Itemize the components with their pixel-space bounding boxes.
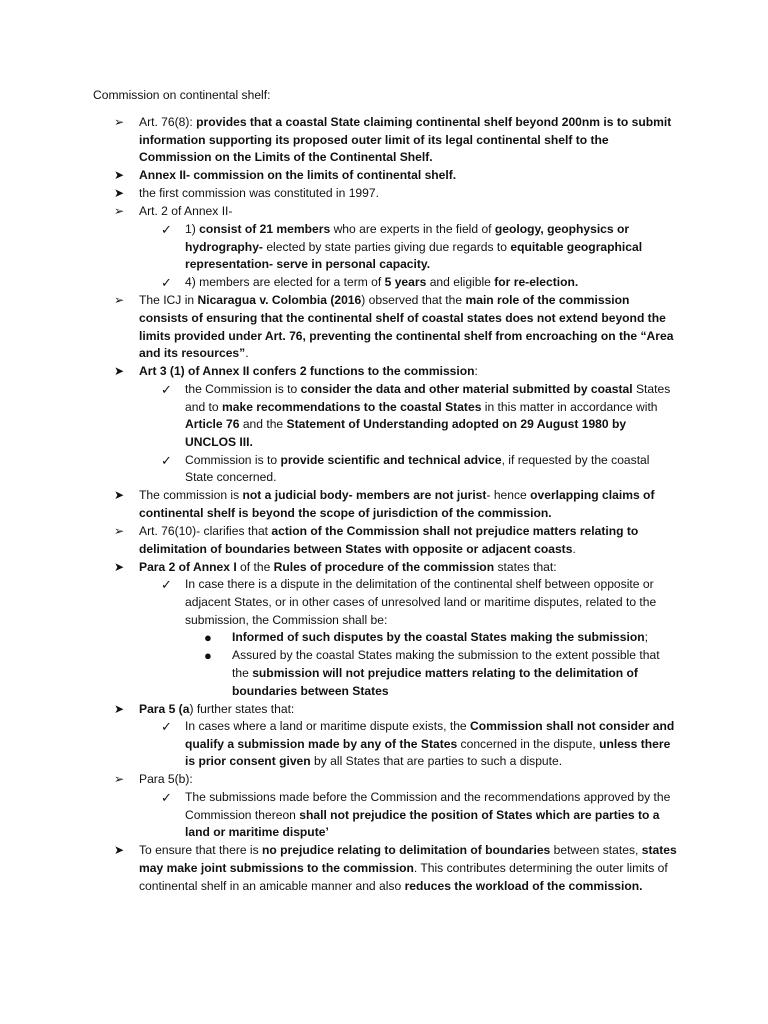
sub-list bbox=[139, 381, 679, 487]
arrow-bullet-icon: ➢ bbox=[114, 293, 125, 308]
sub-item-land-maritime-dispute: ✓ In cases where a land or maritime dispute exists, the Commission shall not consider and qualify a submission made by any of the States concerned in the dispute, unless there is prior consent given by all States that are parties to such a dispute. bbox=[161, 719, 675, 769]
checkmark-bullet-icon: ✓ bbox=[161, 381, 172, 397]
checkmark-bullet-icon: ✓ bbox=[161, 275, 172, 291]
arrow-bullet-icon: ➤ bbox=[114, 364, 125, 379]
list-item-art-3-annex-ii: ➤ Art 3 (1) of Annex II confers 2 functions to the commission: ✓ the Commission is to consider the data and other material submitted by coastal States and to make recommendations to the coastal States in this matter in accordance with Article 76 and the Statement of Understanding adopted on 29 August 1980 by UNCLOS III. ✓ Commission is to provide scientific and technical advice, if requested by the coastal State concerned. bbox=[0, 363, 679, 487]
sub-item-submissions: ✓ The submissions made before the Commission and the recommendations approved by the Commission thereon shall not prejudice the position of States which are parties to a land or maritime dispute’ bbox=[161, 790, 671, 840]
arrow-bullet-icon: ➢ bbox=[114, 204, 125, 219]
arrow-bullet-icon: ➤ bbox=[114, 843, 125, 858]
list-item-art-76-10: ➢ Art. 76(10)- clarifies that action of the Commission shall not prejudice matters relating to delimitation of boundaries between States with opposite or adjacent coasts. bbox=[114, 524, 639, 556]
checkmark-bullet-icon: ✓ bbox=[161, 452, 172, 468]
list-item-not-judicial: ➤ The commission is not a judicial body- members are not jurist- hence overlapping claims of continental shelf is beyond the scope of jurisdiction of the commission. bbox=[114, 488, 655, 521]
arrow-bullet-icon: ➤ bbox=[114, 168, 125, 183]
arrow-bullet-icon: ➤ bbox=[114, 701, 125, 716]
dot-bullet-icon: ● bbox=[204, 630, 212, 646]
main-list bbox=[0, 114, 768, 896]
sub-list bbox=[139, 789, 679, 842]
sub-item-consider-data: ✓ the Commission is to consider the data and other material submitted by coastal States and to make recommendations to the coastal States in this matter in accordance with Article 76 and the Statement of Understanding adopted on 29 August 1980 by UNCLOS III. bbox=[161, 381, 671, 449]
list-item-para-5-b: ➢ Para 5(b): ✓ The submissions made before the Commission and the recommendations approved by the Commission thereon shall not prejudice the position of States which are parties to a land or maritime dispute’ bbox=[0, 771, 679, 841]
arrow-bullet-icon: ➢ bbox=[114, 115, 125, 129]
dot-bullet-icon: ● bbox=[204, 648, 212, 664]
arrow-bullet-icon: ➤ bbox=[114, 559, 125, 574]
arrow-bullet-icon: ➤ bbox=[114, 488, 125, 503]
list-item-art-2-annex-ii: ➢ Art. 2 of Annex II- ✓ 1) consist of 21 members who are experts in the field of geology, geophysics or hydrography- elected by state parties giving due regards to equitable geographical representation- serve in personal capacity. ✓ 4) members are elected for a term of 5 years and eligible for re-election. bbox=[0, 203, 679, 291]
list-item-art-76-8: ➢ Art. 76(8): provides that a coastal State claiming continental shelf beyond 200nm is to submit information supporting its proposed outer limit of its legal continental shelf to the Commission on the Limits of the Continental Shelf. bbox=[114, 115, 672, 165]
arrow-bullet-icon: ➤ bbox=[114, 186, 125, 201]
sub-item-dispute-case: ✓ In case there is a dispute in the delimitation of the continental shelf between opposite or adjacent States, or in other cases of unresolved land or maritime disputes, related to the submission, the Commission shall be: ● Informed of such disputes by the coastal States making the submission; ● Assured by the coastal States making the submission to the extent possible that the submission will not prejudice matters relating to the delimitation of boundaries between States bbox=[139, 576, 679, 700]
checkmark-bullet-icon: ✓ bbox=[161, 719, 172, 735]
sub-item-term: ✓ 4) members are elected for a term of 5 years and eligible for re-election. bbox=[161, 275, 579, 291]
list-item-first-commission: ➤ the first commission was constituted in 1997. bbox=[0, 185, 679, 203]
list-item-annex-ii: ➤ Annex II- commission on the limits of continental shelf. bbox=[0, 167, 679, 185]
sub-item-membership: ✓ 1) consist of 21 members who are experts in the field of geology, geophysics or hydrography- elected by state parties giving due regards to equitable geographical representation- serve in personal capacity. bbox=[161, 222, 643, 272]
list-item-icj-nicaragua: ➢ The ICJ in Nicaragua v. Colombia (2016) observed that the main role of the commission consists of ensuring that the continental shelf of coastal states does not extend beyond the limits provided under Art. 76, preventing the continental shelf from encroaching on the “Area and its resources”. bbox=[114, 293, 674, 361]
arrow-bullet-icon: ➢ bbox=[114, 772, 125, 787]
sub-item-advice: ✓ Commission is to provide scientific and technical advice, if requested by the coastal State concerned. bbox=[161, 452, 650, 485]
checkmark-bullet-icon: ✓ bbox=[161, 222, 172, 238]
arrow-bullet-icon: ➢ bbox=[114, 524, 125, 539]
list-item-joint-submissions: ➤ To ensure that there is no prejudice relating to delimitation of boundaries between states, states may make joint submissions to the commission. This contributes determining the outer limits of continental shelf in an amicable manner and also reduces the workload of the commission. bbox=[114, 843, 677, 893]
sub-list bbox=[139, 221, 679, 292]
sub-list bbox=[139, 718, 679, 771]
list-item-para-5-a: ➤ Para 5 (a) further states that: ✓ In cases where a land or maritime dispute exists, the Commission shall not consider and qualify a submission made by any of the States concerned in the dispute, unless there is prior consent given by all States that are parties to such a dispute. bbox=[0, 701, 679, 771]
checkmark-bullet-icon: ✓ bbox=[161, 577, 172, 593]
sub-sub-list bbox=[185, 629, 679, 700]
checkmark-bullet-icon: ✓ bbox=[161, 790, 172, 806]
page-title: Commission on continental shelf: bbox=[93, 88, 271, 102]
sub-sub-item-assured: ● Assured by the coastal States making the submission to the extent possible that the submission will not prejudice matters relating to the delimitation of boundaries between States bbox=[204, 648, 660, 698]
sub-sub-item-informed: ● Informed of such disputes by the coastal States making the submission; bbox=[204, 630, 648, 646]
sub-list bbox=[139, 576, 679, 700]
list-item-para-2-annex-i: ➤ Para 2 of Annex I of the Rules of procedure of the commission states that: ✓ In case there is a dispute in the delimitation of the continental shelf between opposite or adjacent States, or in other cases of unresolved land or maritime disputes, related to the submission, the Commission shall be: ● Informed of such disputes by the coastal States making the submission; ● Assured by the coastal States making the submission to the extent possible that the submission will not prejudice matters relating to the delimitation of boundaries between States bbox=[0, 559, 679, 700]
